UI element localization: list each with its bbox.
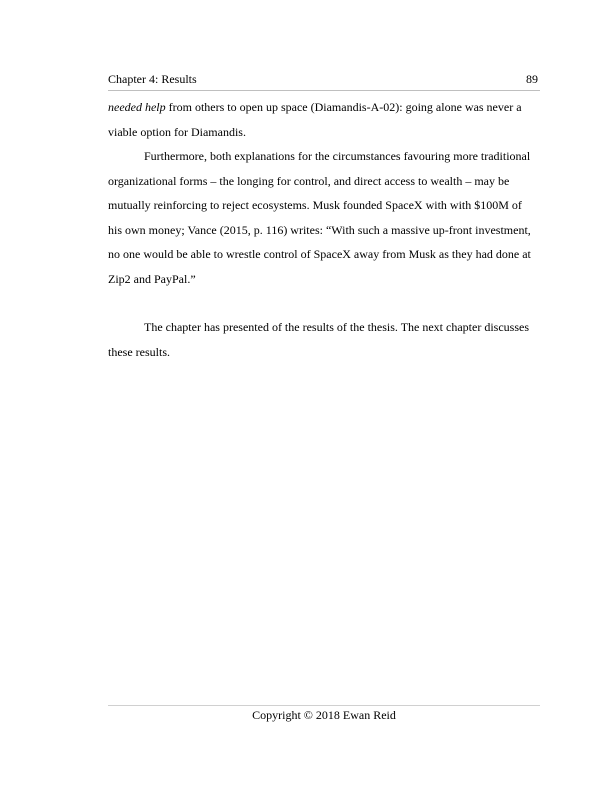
paragraph-3-line-1: The chapter has presented of the results of the thesis. The next chapter discusses [144,320,529,334]
paragraph-1-line-1-rest: from others to open up space (Diamandis-A-02): going alone was never a [165,100,522,114]
paragraph-2 [108,144,540,291]
paragraph-2-line-1: Furthermore, both explanations for the circumstances favouring more traditional [144,149,531,163]
paragraph-gap [108,291,540,315]
paragraph-3-line-2: these results. [108,344,170,359]
paragraph-1-line-1 [108,95,540,120]
running-header [108,72,540,91]
paragraph-1 [108,95,540,144]
footer-copyright: Copyright © 2018 Ewan Reid [252,708,396,722]
paragraph-2-line-2: organizational forms – the longing for control, and direct access to wealth – may be [108,173,510,188]
paragraph-2-line-5: no one would be able to wrestle control of SpaceX away from Musk as they had done at [108,247,531,261]
body-text [108,95,540,364]
paragraph-1-line-2: viable option for Diamandis. [108,124,246,139]
emphasis-needed-help: needed help [108,100,166,114]
page-number: 89 [526,72,538,86]
paragraph-2-line-4: his own money; Vance (2015, p. 116) writes: “With such a massive up-front investment, [108,222,531,237]
paragraph-2-line-3: mutually reinforcing to reject ecosystems. Musk founded SpaceX with with $100M of [108,198,522,212]
chapter-title: Chapter 4: Results [108,72,197,86]
footer-divider [108,705,540,706]
paragraph-2-line-6: Zip2 and PayPal.” [108,271,196,286]
paragraph-3 [108,315,540,364]
